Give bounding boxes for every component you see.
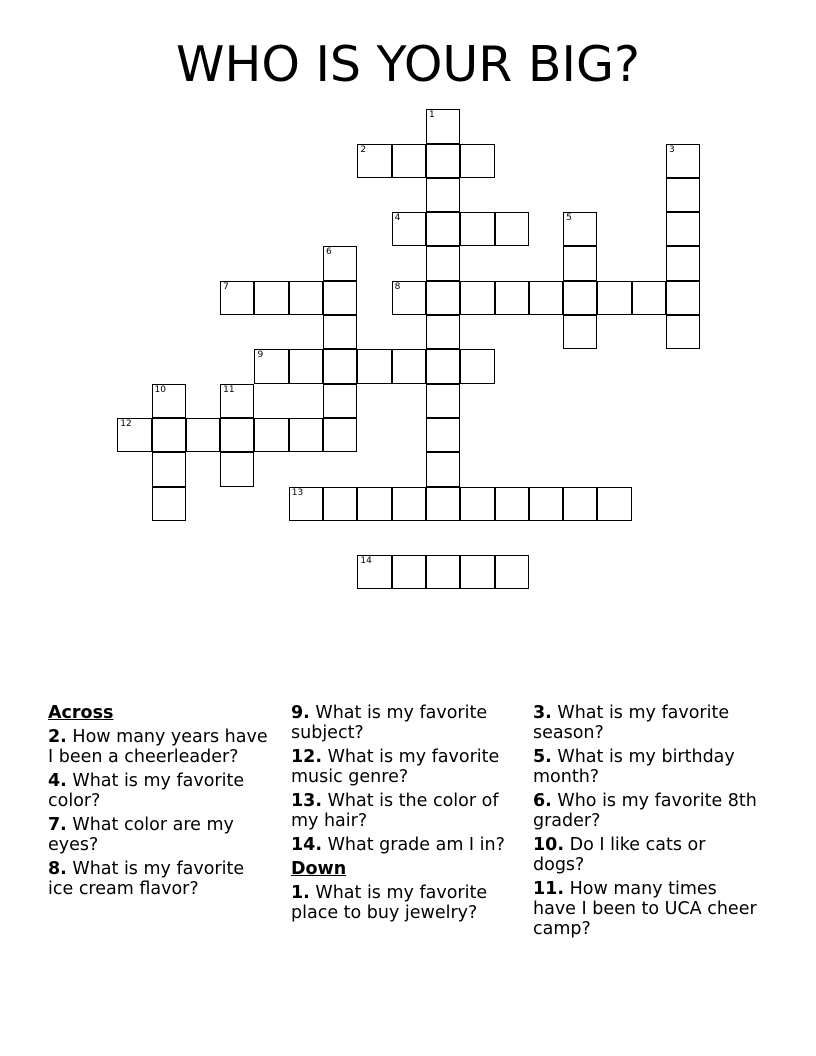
clue-number: 13 (291, 487, 304, 498)
grid-cell[interactable] (426, 418, 460, 452)
grid-cell[interactable] (117, 418, 151, 452)
grid-cell[interactable] (563, 212, 597, 246)
grid-cell[interactable] (426, 555, 460, 589)
grid-cell[interactable] (426, 452, 460, 486)
grid-cell[interactable] (563, 246, 597, 280)
grid-cell[interactable] (666, 246, 700, 280)
clue-down-5: 5. What is my birthday month? (533, 747, 735, 787)
clue-number: 14 (360, 556, 372, 567)
grid-cell[interactable] (254, 418, 288, 452)
grid-cell[interactable] (392, 144, 426, 178)
grid-cell[interactable] (152, 452, 186, 486)
clue-down-1: 1. What is my favorite place to buy jewelry? (291, 883, 488, 923)
grid-cell[interactable] (357, 487, 391, 521)
clue-across-7: 7. What color are my eyes? (48, 815, 234, 855)
clue-number: 12 (120, 418, 132, 429)
grid-cell[interactable] (392, 555, 426, 589)
grid-cell[interactable] (460, 281, 494, 315)
clue-number: 1 (428, 110, 435, 121)
grid-cell[interactable] (666, 144, 700, 178)
grid-cell[interactable] (186, 418, 220, 452)
clue-down-6: 6. Who is my favorite 8th grader? (533, 791, 757, 831)
grid-cell[interactable] (289, 349, 323, 383)
clue-number: 6 (326, 247, 332, 258)
grid-cell[interactable] (632, 281, 666, 315)
grid-cell[interactable] (220, 281, 254, 315)
grid-cell[interactable] (426, 144, 460, 178)
grid-cell[interactable] (357, 349, 391, 383)
grid-cell[interactable] (495, 555, 529, 589)
clue-across-8: 8. What is my favorite ice cream flavor? (48, 859, 245, 899)
grid-cell[interactable] (460, 212, 494, 246)
grid-cell[interactable] (357, 144, 391, 178)
grid-cell[interactable] (220, 452, 254, 486)
grid-cell[interactable] (426, 384, 460, 418)
across-heading: Across (48, 703, 114, 723)
clue-down-10: 10. Do I like cats or dogs? (533, 835, 706, 875)
clue-number: 9 (257, 350, 264, 361)
grid-cell[interactable] (220, 384, 254, 418)
clue-down-3: 3. What is my favorite season? (533, 703, 730, 743)
grid-cell[interactable] (392, 212, 426, 246)
grid-cell[interactable] (254, 281, 288, 315)
clue-number: 5 (566, 213, 572, 224)
grid-cell[interactable] (426, 178, 460, 212)
grid-cell[interactable] (426, 212, 460, 246)
grid-cell[interactable] (426, 349, 460, 383)
clue-column-3 (533, 703, 758, 943)
page-title: WHO IS YOUR BIG? (176, 36, 640, 93)
clue-number: 8 (394, 281, 401, 292)
grid-cell[interactable] (323, 349, 357, 383)
clue-across-9: 9. What is my favorite subject? (291, 703, 488, 743)
grid-cell[interactable] (357, 555, 391, 589)
grid-cell[interactable] (666, 178, 700, 212)
grid-cell[interactable] (460, 555, 494, 589)
grid-cell[interactable] (529, 281, 563, 315)
grid-cell[interactable] (563, 281, 597, 315)
grid-cell[interactable] (426, 281, 460, 315)
grid-cell[interactable] (152, 384, 186, 418)
grid-cell[interactable] (495, 212, 529, 246)
grid-cell[interactable] (563, 487, 597, 521)
grid-cell[interactable] (220, 418, 254, 452)
grid-cell[interactable] (289, 418, 323, 452)
down-heading: Down (291, 859, 347, 879)
clue-down-11: 11. How many times have I been to UCA cheer camp? (533, 879, 757, 939)
grid-cell[interactable] (323, 487, 357, 521)
grid-cell[interactable] (392, 281, 426, 315)
grid-cell[interactable] (392, 349, 426, 383)
grid-cell[interactable] (597, 281, 631, 315)
grid-cell[interactable] (323, 246, 357, 280)
clue-number: 7 (223, 281, 229, 292)
grid-cell[interactable] (460, 487, 494, 521)
grid-cell[interactable] (289, 487, 323, 521)
grid-cell[interactable] (152, 487, 186, 521)
clue-number: 11 (223, 384, 235, 395)
grid-cell[interactable] (460, 144, 494, 178)
clue-across-14: 14. What grade am I in? (291, 835, 505, 855)
grid-cell[interactable] (666, 212, 700, 246)
clue-number: 2 (360, 144, 367, 155)
grid-cell[interactable] (563, 315, 597, 349)
grid-cell[interactable] (323, 315, 357, 349)
clue-column-2 (291, 703, 516, 927)
clue-number: 4 (394, 213, 401, 224)
clue-number: 10 (154, 384, 166, 395)
clue-across-13: 13. What is the color of my hair? (291, 791, 499, 831)
clue-across-4: 4. What is my favorite color? (48, 771, 245, 811)
grid-cell[interactable] (426, 315, 460, 349)
grid-cell[interactable] (152, 418, 186, 452)
grid-cell[interactable] (529, 487, 563, 521)
grid-cell[interactable] (426, 109, 460, 143)
grid-cell[interactable] (254, 349, 288, 383)
clue-column-1 (48, 703, 273, 903)
clue-across-2: 2. How many years have I been a cheerleader? (48, 727, 268, 767)
grid-cell[interactable] (666, 315, 700, 349)
grid-cell[interactable] (495, 487, 529, 521)
grid-cell[interactable] (597, 487, 631, 521)
grid-cell[interactable] (460, 349, 494, 383)
grid-cell[interactable] (289, 281, 323, 315)
grid-cell[interactable] (392, 487, 426, 521)
grid-cell[interactable] (495, 281, 529, 315)
clue-number: 3 (669, 144, 675, 155)
grid-cell[interactable] (426, 487, 460, 521)
grid-cell[interactable] (323, 384, 357, 418)
grid-cell[interactable] (323, 418, 357, 452)
grid-cell[interactable] (426, 246, 460, 280)
clue-across-12: 12. What is my favorite music genre? (291, 747, 500, 787)
grid-cell[interactable] (666, 281, 700, 315)
grid-cell[interactable] (323, 281, 357, 315)
